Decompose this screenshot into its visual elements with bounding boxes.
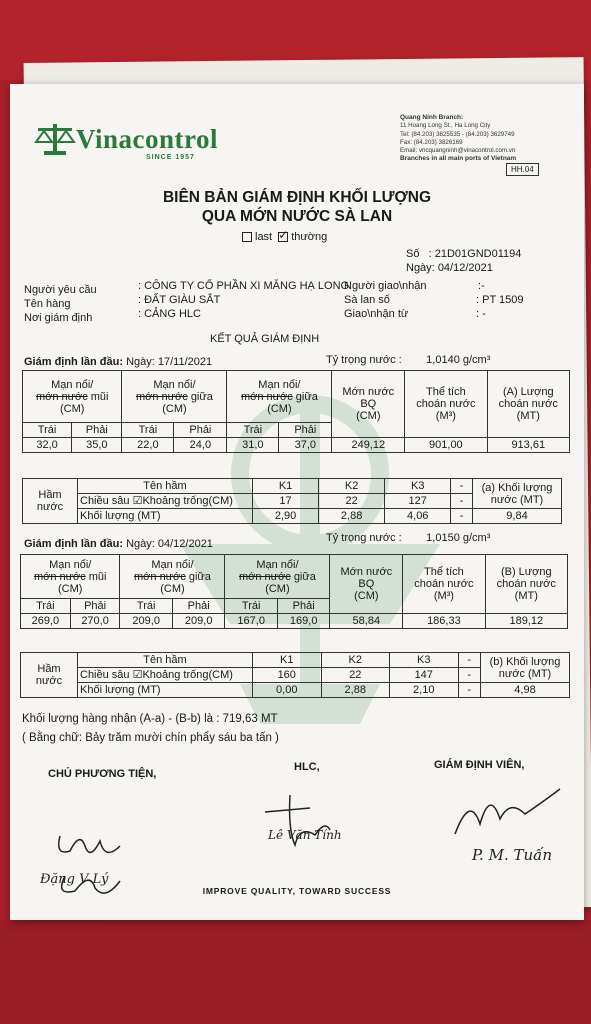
header-fore: Mạn nổi/ mớn nước mũi (CM): [21, 555, 120, 599]
value-cell: 24,0: [174, 438, 227, 453]
depth-row-label: Chiều sâu ☑Khoảng trống(CM): [78, 494, 253, 509]
barge-label: Sà lan số: [344, 294, 390, 306]
col-phai: Phải: [172, 599, 225, 614]
requester-label: Người yêu cầu: [24, 284, 97, 296]
tank-cell: 147: [390, 668, 459, 683]
tank-cell: 22: [321, 668, 390, 683]
tank-cell: 17: [253, 494, 319, 509]
hlc-signature-icon: [260, 790, 370, 860]
depth-row-label: Chiều sâu ☑Khoảng trống(CM): [78, 668, 253, 683]
branch-line: 11 Hoang Long St., Ha Long City: [400, 122, 491, 130]
col-phai: Phải: [277, 599, 330, 614]
tank-cell: 4,06: [385, 509, 451, 524]
title-line-1: BIÊN BẢN GIÁM ĐỊNH KHỐI LƯỢNG: [162, 189, 432, 206]
col-phai: Phải: [279, 423, 332, 438]
tank-cell: -: [451, 509, 473, 524]
tank-cell: 2,90: [253, 509, 319, 524]
tank-label: Hầm nước: [21, 653, 78, 698]
thuong-checkbox[interactable]: ✓: [278, 228, 289, 243]
value-cell: 37,0: [279, 438, 332, 453]
water-weight-value: 4,98: [481, 683, 570, 698]
document-page: [10, 84, 584, 920]
total-line: Khối lượng hàng nhận (A-a) - (B-b) là : 719,63 MT: [22, 713, 278, 725]
weight-row-label: Khối lượng (MT): [78, 509, 253, 524]
signer-owner: CHỦ PHƯƠNG TIỆN,: [48, 768, 157, 780]
place-value: : CẢNG HLC: [138, 308, 201, 320]
value-cell: 35,0: [72, 438, 122, 453]
weight-row-label: Khối lượng (MT): [78, 683, 253, 698]
form-code: HH.04: [506, 163, 539, 176]
second-density: Tỷ trọng nước : 1,0150 g/cm³: [326, 532, 491, 544]
doc-number: Số : 21D01GND01194: [406, 248, 522, 260]
k2-header: K2: [319, 479, 385, 494]
slogan: IMPROVE QUALITY, TOWARD SUCCESS: [202, 886, 392, 896]
title-line-2: QUA MỚN NƯỚC SÀ LAN: [201, 208, 393, 225]
requester-value: : CÔNG TY CỔ PHẦN XI MĂNG HẠ LONG: [138, 280, 350, 292]
k1-header: K1: [253, 479, 319, 494]
header-mean-draft: Mớn nước BQ (CM): [330, 555, 403, 614]
tank-cell: -: [458, 668, 481, 683]
tank-cell: 22: [319, 494, 385, 509]
water-weight-value: 9,84: [473, 509, 562, 524]
value-cell: 209,0: [120, 614, 172, 629]
value-cell: 58,84: [330, 614, 403, 629]
branch-line: Fax: (84.203) 3826169: [400, 138, 463, 146]
scales-logo-icon: [34, 122, 76, 156]
branch-info: [400, 114, 580, 164]
signer-inspector: GIÁM ĐỊNH VIÊN,: [434, 759, 525, 771]
first-tank-table: [22, 478, 562, 524]
tank-cell: 127: [385, 494, 451, 509]
branch-name: Quang Ninh Branch:: [400, 114, 464, 121]
thuong-label: thường: [291, 231, 328, 243]
col-phai: Phải: [70, 599, 120, 614]
second-survey-heading: Giám định lần đầu: Ngày: 04/12/2021: [24, 538, 213, 550]
results-heading: KẾT QUẢ GIÁM ĐỊNH: [210, 333, 320, 345]
header-displacement: (A) Lượng choán nước (MT): [487, 371, 569, 438]
delivered-from-value: : -: [476, 308, 486, 320]
k3-header: K3: [385, 479, 451, 494]
value-cell: 189,12: [485, 614, 567, 629]
tank-cell: 2,88: [319, 509, 385, 524]
deliverer-label: Người giao\nhận: [344, 280, 427, 292]
vinacontrol-logo: [34, 122, 219, 161]
cargo-label: Tên hàng: [24, 298, 71, 310]
branch-line: Tel: (84.203) 3825535 - (84.203) 3629749: [400, 130, 515, 138]
value-cell: 169,0: [277, 614, 330, 629]
barge-value: : PT 1509: [476, 294, 524, 306]
logo-text: Vinacontrol: [76, 123, 219, 154]
tank-label: Hầm nước: [23, 479, 78, 524]
option-checkboxes: [242, 228, 328, 243]
value-cell: 901,00: [405, 438, 487, 453]
k1-header: K1: [253, 653, 322, 668]
header-volume: Thể tích choán nước (M³): [405, 371, 487, 438]
header-mid-2: Mạn nổi/ mớn nước giữa (CM): [227, 371, 332, 423]
value-cell: 209,0: [172, 614, 225, 629]
header-volume: Thể tích choán nước (M³): [403, 555, 485, 614]
col-trai: Trái: [122, 423, 174, 438]
k3-header: K3: [390, 653, 459, 668]
inspector-signature-icon: [450, 784, 570, 844]
col-trai: Trái: [21, 599, 71, 614]
red-background-bottom: [0, 920, 591, 1024]
deliverer-value: :-: [478, 280, 485, 292]
water-weight-header: (a) Khối lượng nước (MT): [473, 479, 562, 509]
signer-hlc: HLC,: [294, 761, 320, 773]
header-fore: Mạn nổi/ mớn nước mũi (CM): [23, 371, 122, 423]
water-weight-header: (b) Khối lượng nước (MT): [481, 653, 570, 683]
value-cell: 32,0: [23, 438, 72, 453]
last-checkbox[interactable]: [242, 232, 252, 242]
second-tank-table: [20, 652, 570, 698]
branch-line: Email: vncquangninh@vinacontrol.com.vn: [400, 147, 516, 155]
inspector-name: P. M. Tuấn: [472, 846, 553, 864]
first-survey-heading: Giám định lần đầu: Ngày: 17/11/2021: [24, 356, 213, 368]
col-phai: Phải: [174, 423, 227, 438]
hlc-name: Lê Văn Tính: [268, 828, 342, 842]
value-cell: 167,0: [225, 614, 277, 629]
last-label: last: [255, 231, 273, 243]
header-mid: Mạn nổi/ mớn nước giữa (CM): [120, 555, 225, 599]
col-trai: Trái: [225, 599, 277, 614]
value-cell: 269,0: [21, 614, 71, 629]
total-in-words: ( Bằng chữ: Bảy trăm mười chín phẩy sáu ba tấn ): [22, 732, 279, 744]
header-mid-2: Mạn nổi/ mớn nước giữa (CM): [225, 555, 330, 599]
col-trai: Trái: [120, 599, 172, 614]
tank-name-header: Tên hầm: [78, 479, 253, 494]
cargo-value: : ĐẤT GIÀU SẮT: [138, 294, 221, 306]
header-mean-draft: Mớn nước BQ (CM): [332, 371, 405, 438]
value-cell: 913,61: [487, 438, 569, 453]
value-cell: 186,33: [403, 614, 485, 629]
col-phai: Phải: [72, 423, 122, 438]
value-cell: 22,0: [122, 438, 174, 453]
col-trai: Trái: [227, 423, 279, 438]
delivered-from-label: Giao\nhận từ: [344, 308, 409, 320]
k4-header: -: [451, 479, 473, 494]
header-displacement: (B) Lượng choán nước (MT): [485, 555, 567, 614]
owner-name: Đặng V Lý: [40, 872, 109, 887]
value-cell: 270,0: [70, 614, 120, 629]
value-cell: 249,12: [332, 438, 405, 453]
value-cell: 31,0: [227, 438, 279, 453]
tank-cell: 2,10: [390, 683, 459, 698]
tank-cell: 2,88: [321, 683, 390, 698]
tank-name-header: Tên hầm: [78, 653, 253, 668]
first-density: Tỷ trọng nước : 1,0140 g/cm³: [326, 354, 491, 366]
k2-header: K2: [321, 653, 390, 668]
branch-footer: Branches in all main ports of Vietnam: [400, 155, 517, 163]
first-draft-table: [22, 370, 570, 453]
col-trai: Trái: [23, 423, 72, 438]
tank-cell: -: [458, 683, 481, 698]
tank-cell: 0,00: [253, 683, 322, 698]
second-draft-table: [20, 554, 568, 629]
logo-since: SINCE 1957: [146, 154, 195, 161]
tank-cell: 160: [253, 668, 322, 683]
k4-header: -: [458, 653, 481, 668]
place-label: Nơi giám định: [24, 312, 93, 324]
doc-date: Ngày: 04/12/2021: [406, 262, 493, 274]
tank-cell: -: [451, 494, 473, 509]
header-mid: Mạn nổi/ mớn nước giữa (CM): [122, 371, 227, 423]
